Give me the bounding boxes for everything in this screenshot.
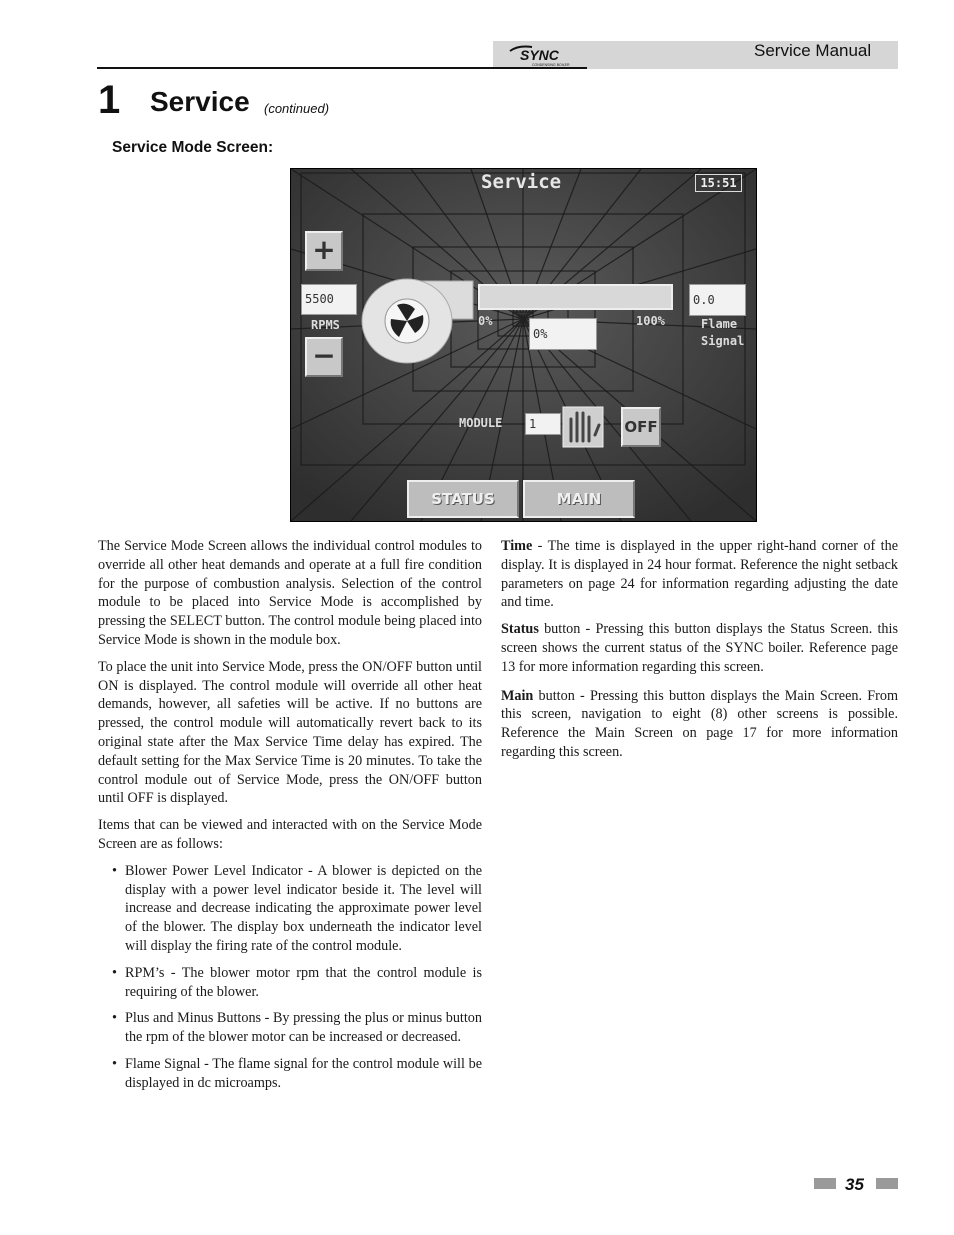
brand-text: SYNC [520,47,559,63]
intro-paragraph: The Service Mode Screen allows the individual control modules to override all other heat demands and operate at a full fire condition for the purpose of combustion analysis. Selection of the control module to be placed into Service Mode is accomplished by pressing the SELECT button. The control module being placed into Service Mode is shown in the module box. [98,538,482,648]
main-term: Main [501,687,534,704]
status-term: Status [501,621,539,638]
items-intro-paragraph: Items that can be viewed and interacted with on the Service Mode Screen are as follows: [98,817,482,852]
section-title: Service [150,86,250,117]
screen-title: Service [481,171,562,193]
service-mode-paragraph: To place the unit into Service Mode, press the ON/OFF button until ON is displayed. The control module will override all other heat demands, however, all safeties will be active. If no buttons are pressed, the control module will automatically revert back to its original state after the Max Service Time delay has expired. The default setting for the Max Service Time is 20 minutes. To take the control module out of Service Mode, press the ON/OFF button until OFF is displayed. [98,658,482,807]
module-value-box[interactable]: 1 [525,413,561,435]
main-paragraph: Main button - Pressing this button displays the Main Screen. From this screen, navigation to eight (8) other screens is possible. Reference the Main Screen on page 17 for more information regarding this screen. [501,687,898,760]
page-number: 35 [845,1175,864,1194]
firing-rate-box: 0% [529,318,597,350]
bar-max-label: 100% [636,314,665,328]
time-paragraph: Time - The time is displayed in the upper right-hand corner of the display. It is displayed in 24 hour format. Reference the night setback parameters on page 24 for information regarding adjusting the date and time. [501,538,898,611]
bullet: • [112,964,117,981]
rpm-label: RPMS [311,318,340,332]
bullet: • [112,862,117,879]
module-label: MODULE [459,416,503,430]
right-column [501,537,898,770]
brand-sub: CONDENSING BOILER [532,63,570,67]
plus-button[interactable]: + [305,231,343,271]
off-button[interactable]: OFF [621,407,661,447]
list-item: • Flame Signal - The flame signal for the control module will be displayed in dc microamps. [112,1055,482,1091]
header-title: Service Manual [754,41,872,60]
rpm-value-box: 5500 [301,284,357,315]
main-button[interactable]: MAIN [523,480,635,518]
footer-bar-left [814,1178,836,1189]
footer-bar-right [876,1178,898,1189]
bar-min-label: 0% [478,314,493,328]
screen-time: 15:51 [695,174,742,192]
list-item: • Blower Power Level Indicator - A blower is depicted on the display with a power level indicator beside it. The level will increase and decrease indicating the approximate power level of the blower. The display box underneath the indicator level will display the firing rate of the control module. [112,862,482,954]
time-term: Time [501,538,533,554]
sync-logo [508,43,588,67]
minus-button[interactable]: − [305,337,343,377]
left-column [98,537,482,1101]
flame-label: Flame [701,317,738,331]
service-mode-screen-image [290,168,757,522]
list-item: • Plus and Minus Buttons - By pressing the plus or minus button the rpm of the blower motor can be increased or decreased. [112,1010,482,1046]
status-paragraph: Status button - Pressing this button displays the Status Screen. this screen shows the current status of the SYNC boiler. Reference page 13 for more information regarding this screen. [501,621,898,675]
perspective-grid [291,169,756,521]
bullet: • [112,1055,117,1072]
hand-icon [563,407,603,447]
signal-label: Signal [701,334,745,348]
section-continued: (continued) [264,101,330,116]
section-number: 1 [98,78,121,122]
list-item: • RPM’s - The blower motor rpm that the control module is requiring of the blower. [112,964,482,1000]
items-list [98,862,482,1093]
status-button[interactable]: STATUS [407,480,519,518]
subheading: Service Mode Screen: [112,139,274,156]
bullet: • [112,1010,117,1027]
header-rule [97,67,587,69]
power-level-indicator [478,284,673,310]
flame-signal-box: 0.0 [689,284,746,316]
